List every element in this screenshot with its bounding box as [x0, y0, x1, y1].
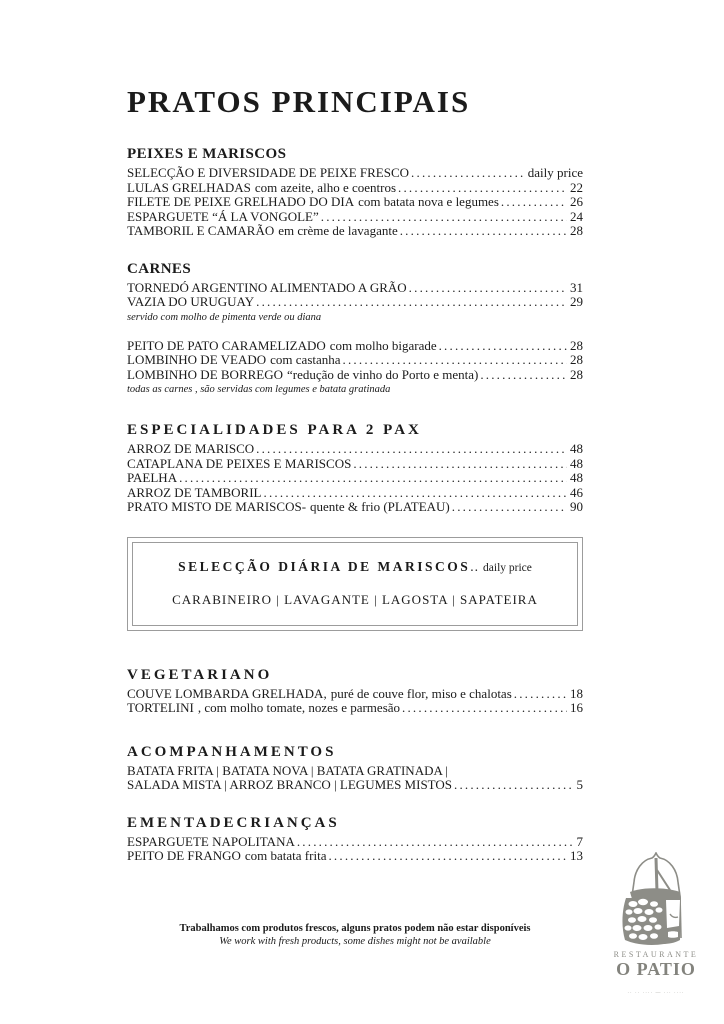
item-price: 26: [570, 194, 583, 209]
specials-price: daily price: [483, 561, 532, 574]
logo-restaurante-label: RESTAURANTE: [613, 950, 699, 959]
menu-item: [127, 295, 583, 310]
item-name: PEITO DE PATO CARAMELIZADO: [127, 337, 326, 353]
dot-leader: [256, 295, 567, 310]
item-name: LOMBINHO DE VEADO: [127, 352, 267, 367]
item-desc: “redução de vinho do Porto e menta): [287, 366, 479, 382]
item-name: LULAS GRELHADAS: [127, 179, 251, 195]
menu-item: [127, 353, 583, 368]
item-name: PAELHA: [127, 470, 178, 485]
menu-item: [127, 687, 583, 702]
item-desc: quente & frio (PLATEAU): [310, 499, 450, 514]
menu-item: [127, 457, 583, 472]
item-price: 28: [570, 352, 583, 367]
menu-item: [127, 368, 583, 383]
item-price: daily price: [527, 165, 583, 180]
item-price: 48: [570, 470, 583, 485]
item-price: 48: [570, 441, 583, 456]
item-desc: com azeite, alho e coentros: [254, 179, 397, 195]
specials-box-inner: [132, 542, 578, 626]
item-name: ESPARGUETE NAPOLITANA: [127, 833, 295, 849]
item-price: 48: [570, 455, 583, 471]
section-heading: ESPECIALIDADES PARA 2 PAX: [127, 422, 422, 438]
item-name: ARROZ DE TAMBORIL: [127, 484, 262, 500]
item-price: 18: [570, 685, 583, 701]
menu-item: [127, 486, 583, 501]
specials-items-line: CARABINEIRO | LAVAGANTE | LAGOSTA | SAPATEIRA: [172, 591, 538, 607]
dot-leader: [321, 210, 567, 225]
item-name: SALADA MISTA | ARROZ BRANCO | LEGUMES MISTOS: [127, 777, 452, 792]
section-heading: ACOMPANHAMENTOS: [127, 743, 337, 760]
menu-item: [127, 701, 583, 716]
item-name: TAMBORIL E CAMARÃO: [127, 223, 275, 238]
section-heading: VEGETARIANO: [127, 666, 273, 683]
dot-leader: [297, 835, 574, 850]
menu-item: [127, 778, 583, 793]
menu-item: [127, 339, 583, 354]
item-name: ARROZ DE MARISCO: [127, 441, 255, 456]
item-note: servido com molho de pimenta verde ou diana: [127, 311, 322, 323]
item-price: 31: [570, 279, 583, 295]
restaurant-logo: [600, 852, 712, 987]
dot-leader: [256, 442, 567, 457]
dot-leader: [353, 457, 567, 472]
menu-item: [127, 471, 583, 486]
dot-leader: [501, 195, 567, 210]
item-desc: com molho bigarade: [329, 337, 437, 353]
menu-content: [127, 86, 583, 948]
dot-leader: [343, 353, 567, 368]
item-price: 28: [570, 366, 583, 382]
menu-item: [127, 849, 583, 864]
dot-leader: [411, 166, 525, 181]
dot-leader: [400, 224, 567, 239]
dot-leader: [439, 339, 567, 354]
section-vegetariano: [127, 667, 583, 716]
dot-leader: [454, 778, 574, 793]
section-especialidades: [127, 422, 583, 515]
dot-leader: [480, 368, 567, 383]
item-desc: com batata frita: [244, 848, 327, 863]
item-price: 5: [576, 777, 583, 792]
item-note: todas as carnes , são servidas com legumes e batata gratinada: [127, 384, 391, 395]
specials-dots: ..: [470, 558, 480, 574]
section-peixes-e-mariscos: [127, 146, 583, 239]
item-price: 29: [570, 294, 583, 309]
item-name: CATAPLANA DE PEIXES E MARISCOS: [127, 455, 352, 471]
item-desc: puré de couve flor, miso e chalotas: [330, 685, 512, 701]
menu-item: [127, 835, 583, 850]
item-desc: , com molho tomate, nozes e parmesão: [197, 700, 401, 715]
section-heading: CARNES: [127, 260, 192, 277]
item-name: VAZIA DO URUGUAY: [127, 294, 255, 309]
section-heading: EMENTADECRIANÇAS: [127, 814, 340, 831]
menu-item: [127, 442, 583, 457]
dot-leader: [398, 181, 567, 196]
specials-box: [127, 537, 583, 631]
item-name: SELECÇÃO E DIVERSIDADE DE PEIXE FRESCO: [127, 165, 410, 180]
item-name: PEITO DE FRANGO: [127, 848, 241, 863]
section-heading: PEIXES E MARISCOS: [127, 146, 287, 162]
item-name: LOMBINHO DE BORREGO: [127, 366, 283, 382]
item-price: 46: [570, 484, 583, 500]
item-name: TORNEDÓ ARGENTINO ALIMENTADO A GRÃO: [127, 279, 407, 295]
item-desc: em crème de lavagante: [278, 223, 398, 238]
item-price: 28: [570, 223, 583, 238]
specials-heading: [141, 559, 569, 576]
dot-leader: [402, 701, 567, 716]
footer-note-en: We work with fresh products, some dishes might not be available: [219, 935, 491, 947]
item-name: COUVE LOMBARDA GRELHADA,: [127, 685, 327, 701]
item-desc: com batata nova e legumes: [358, 194, 499, 209]
specials-title: SELECÇÃO DIÁRIA DE MARISCOS: [178, 558, 471, 574]
item-price: 22: [570, 179, 583, 195]
section-ementa-criancas: [127, 815, 583, 864]
item-price: 13: [570, 848, 583, 863]
dot-leader: [514, 687, 567, 702]
stone-chimney-logo-image: [608, 852, 704, 946]
item-price: 28: [570, 337, 583, 353]
dot-leader: [264, 486, 567, 501]
menu-item: [127, 195, 583, 210]
menu-item: [127, 210, 583, 225]
menu-item: [127, 166, 583, 181]
dot-leader: [179, 471, 567, 486]
item-price: 16: [570, 700, 583, 715]
logo-tagline: [600, 981, 712, 987]
menu-item: [127, 764, 583, 779]
dot-leader: [452, 500, 567, 515]
item-price: 24: [570, 208, 583, 224]
dot-leader: [328, 849, 567, 864]
menu-item: [127, 500, 583, 515]
item-name: PRATO MISTO DE MARISCOS-: [127, 499, 307, 514]
item-name: BATATA FRITA | BATATA NOVA | BATATA GRATINADA |: [127, 762, 448, 778]
section-carnes: [127, 261, 583, 397]
item-price: 7: [576, 833, 583, 849]
footer-notes: [127, 922, 583, 948]
item-price: 90: [570, 499, 583, 514]
item-desc: com castanha: [270, 352, 341, 367]
logo-name: O PATIO: [616, 959, 696, 979]
item-name: FILETE DE PEIXE GRELHADO DO DIA: [127, 194, 355, 209]
dot-leader: [409, 281, 567, 296]
item-name: TORTELINI: [127, 700, 194, 715]
page-title: PRATOS PRINCIPAIS: [127, 84, 471, 119]
menu-item: [127, 281, 583, 296]
menu-item: [127, 224, 583, 239]
item-name: ESPARGUETE “Á LA VONGOLE”: [127, 208, 319, 224]
footer-note-pt: Trabalhamos com produtos frescos, alguns pratos podem não estar disponíveis: [179, 922, 531, 934]
section-acompanhamentos: [127, 744, 583, 793]
menu-item: [127, 181, 583, 196]
